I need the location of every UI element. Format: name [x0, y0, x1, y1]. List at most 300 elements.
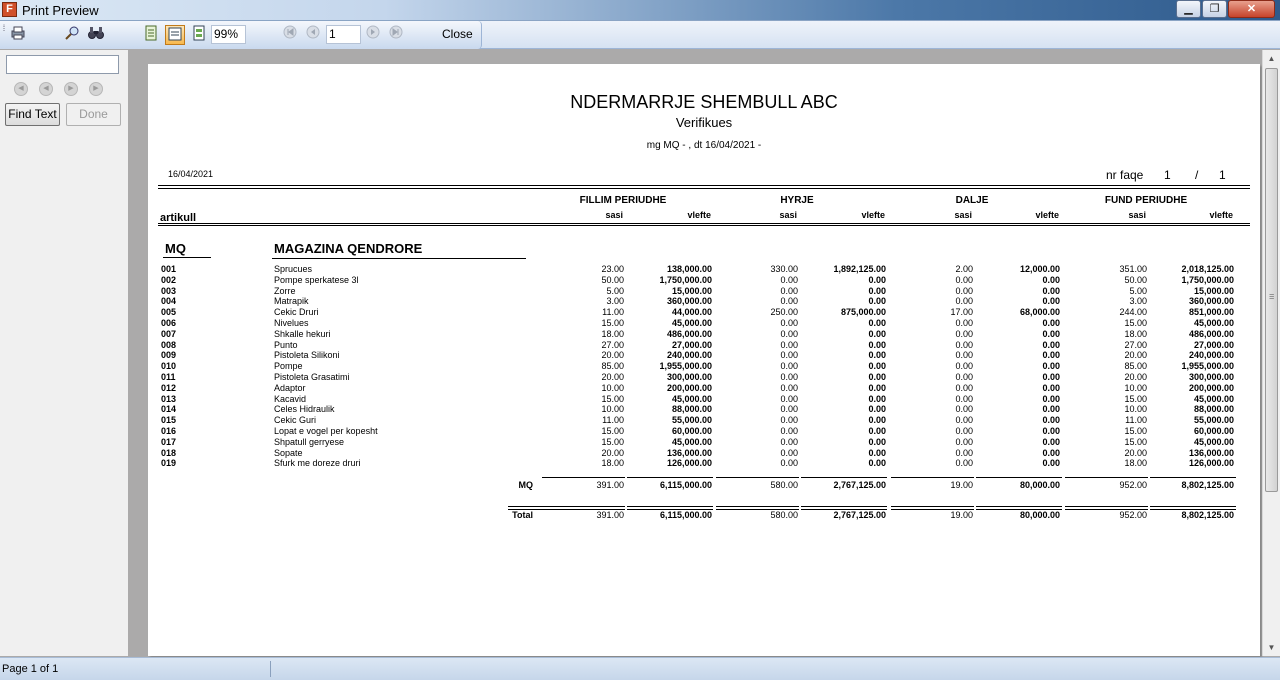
- value-cell: 0.00: [868, 458, 886, 469]
- qty-cell: 85.00: [601, 361, 624, 372]
- qty-cell: 0.00: [955, 436, 973, 447]
- report-period: mg MQ - , dt 16/04/2021 -: [646, 140, 762, 151]
- group-header-closing: FUND PERIUDHE: [1104, 195, 1188, 206]
- maximize-button[interactable]: ❐: [1202, 0, 1227, 18]
- value-header: vlefte: [1209, 210, 1233, 220]
- table-row: [148, 372, 1260, 383]
- item-code: 012: [161, 382, 177, 393]
- qty-cell: 15.00: [601, 317, 624, 328]
- total-qty: 19.00: [950, 510, 973, 520]
- qty-cell: 20.00: [601, 350, 624, 361]
- qty-cell: 0.00: [780, 350, 798, 361]
- qty-cell: 15.00: [1124, 436, 1147, 447]
- value-cell: 0.00: [1042, 458, 1060, 469]
- value-cell: 126,000.00: [666, 458, 712, 469]
- window-close-button[interactable]: ✕: [1228, 0, 1275, 18]
- qty-cell: 0.00: [780, 328, 798, 339]
- table-row: [148, 383, 1260, 394]
- qty-cell: 27.00: [1124, 339, 1147, 350]
- print-icon[interactable]: [8, 25, 28, 45]
- value-cell: 0.00: [868, 317, 886, 328]
- status-text: Page 1 of 1: [2, 663, 59, 675]
- qty-cell: 0.00: [780, 382, 798, 393]
- group-header-inflow: HYRJE: [780, 195, 814, 206]
- qty-cell: 20.00: [1124, 350, 1147, 361]
- value-cell: 0.00: [868, 339, 886, 350]
- status-separator: [270, 661, 271, 677]
- scroll-down-icon[interactable]: ▼: [1267, 643, 1276, 652]
- value-cell: 0.00: [1042, 425, 1060, 436]
- value-cell: 44,000.00: [671, 307, 712, 318]
- qty-cell: 0.00: [955, 285, 973, 296]
- group-header-opening: FILLIM PERIUDHE: [579, 195, 667, 206]
- item-code: 005: [161, 307, 177, 318]
- subtotal-rule: [891, 477, 974, 478]
- page-total: 1: [1219, 168, 1226, 182]
- qty-cell: 18.00: [601, 458, 624, 469]
- value-cell: 200,000.00: [666, 382, 712, 393]
- item-code: 002: [161, 274, 177, 285]
- find-last-icon[interactable]: ▶: [89, 82, 103, 96]
- value-cell: 0.00: [868, 285, 886, 296]
- one-page-icon[interactable]: [141, 25, 161, 45]
- subtotal-rule: [627, 477, 713, 478]
- value-cell: 0.00: [1042, 328, 1060, 339]
- toolbar: [0, 21, 1280, 49]
- qty-cell: 0.00: [780, 393, 798, 404]
- group-header-outflow: DALJE: [955, 195, 989, 206]
- value-cell: 1,750,000.00: [1181, 274, 1234, 285]
- value-cell: 486,000.00: [1188, 328, 1234, 339]
- item-code: 019: [161, 458, 177, 469]
- qty-cell: 18.00: [1124, 328, 1147, 339]
- qty-cell: 0.00: [955, 317, 973, 328]
- page-label: nr faqe: [1106, 168, 1144, 182]
- value-cell: 240,000.00: [666, 350, 712, 361]
- qty-cell: 15.00: [601, 436, 624, 447]
- page-width-icon[interactable]: [165, 25, 185, 45]
- total-qty: 580.00: [770, 510, 798, 520]
- qty-cell: 0.00: [780, 317, 798, 328]
- qty-cell: 11.00: [602, 307, 624, 318]
- qty-cell: 10.00: [601, 404, 624, 415]
- item-name: Pistoleta Silikoni: [274, 350, 340, 361]
- total-value: 80,000.00: [1019, 510, 1060, 520]
- item-name: Lopat e vogel per kopesht: [274, 425, 378, 436]
- item-code: 003: [161, 285, 177, 296]
- window-title: Print Preview: [22, 3, 99, 18]
- subtotal-rule: [976, 477, 1062, 478]
- table-row: [148, 286, 1260, 297]
- table-row: [148, 329, 1260, 340]
- subtotal-qty: 391.00: [596, 480, 624, 490]
- qty-cell: 250.00: [770, 307, 798, 318]
- find-first-icon[interactable]: ◀: [14, 82, 28, 96]
- column-header-rule: [158, 225, 1250, 226]
- value-cell: 15,000.00: [1193, 285, 1234, 296]
- qty-cell: 0.00: [780, 361, 798, 372]
- item-name: Sfurk me doreze druri: [274, 458, 361, 469]
- total-rule: [627, 506, 713, 507]
- first-page-icon[interactable]: [280, 25, 300, 45]
- page-current: 1: [1164, 168, 1171, 182]
- item-name: Nivelues: [274, 317, 309, 328]
- subtotal-rule: [801, 477, 887, 478]
- value-cell: 0.00: [1042, 339, 1060, 350]
- value-cell: 1,955,000.00: [1181, 361, 1234, 372]
- qty-cell: 0.00: [780, 339, 798, 350]
- zoom-input[interactable]: 99%: [211, 25, 246, 44]
- table-row: [148, 307, 1260, 318]
- qty-cell: 0.00: [780, 296, 798, 307]
- qty-cell: 0.00: [955, 371, 973, 382]
- value-cell: 0.00: [868, 447, 886, 458]
- header-rule: [158, 185, 1250, 186]
- find-icon[interactable]: [86, 25, 106, 45]
- qty-cell: 20.00: [1124, 371, 1147, 382]
- item-code: 011: [161, 371, 176, 382]
- subtotal-rule: [716, 477, 799, 478]
- value-cell: 27,000.00: [671, 339, 712, 350]
- qty-cell: 0.00: [780, 415, 798, 426]
- qty-cell: 10.00: [1124, 404, 1147, 415]
- qty-cell: 0.00: [955, 404, 973, 415]
- value-cell: 1,955,000.00: [659, 361, 712, 372]
- value-cell: 68,000.00: [1019, 307, 1060, 318]
- next-page-icon[interactable]: [363, 25, 383, 45]
- subtotal-qty: 580.00: [770, 480, 798, 490]
- qty-cell: 0.00: [955, 296, 973, 307]
- qty-cell: 0.00: [780, 458, 798, 469]
- subtotal-value: 8,802,125.00: [1181, 480, 1234, 490]
- total-rule: [508, 506, 625, 507]
- item-code: 013: [161, 393, 177, 404]
- total-value: 2,767,125.00: [833, 510, 886, 520]
- table-row: [148, 275, 1260, 286]
- qty-cell: 0.00: [955, 425, 973, 436]
- title-bar: [0, 0, 1280, 21]
- find-panel: [0, 50, 128, 656]
- qty-cell: 27.00: [601, 339, 624, 350]
- table-row: [148, 394, 1260, 405]
- total-rule: [976, 506, 1062, 507]
- item-name: Pompe sperkatese 3l: [274, 274, 359, 285]
- item-code: 016: [161, 425, 177, 436]
- qty-cell: 17.00: [950, 307, 973, 318]
- qty-cell: 3.00: [606, 296, 624, 307]
- close-preview-button[interactable]: Close: [442, 27, 473, 41]
- warehouse-name: MAGAZINA QENDRORE: [274, 241, 423, 256]
- qty-cell: 0.00: [955, 382, 973, 393]
- total-rule: [1065, 506, 1148, 507]
- minimize-button[interactable]: ▁: [1176, 0, 1201, 18]
- qty-cell: 15.00: [1124, 317, 1147, 328]
- qty-cell: 0.00: [955, 328, 973, 339]
- subtotal-value: 80,000.00: [1019, 480, 1060, 490]
- done-button[interactable]: Done: [66, 103, 121, 126]
- qty-cell: 10.00: [1124, 382, 1147, 393]
- item-code: 008: [161, 339, 177, 350]
- value-cell: 136,000.00: [666, 447, 712, 458]
- page-number-input[interactable]: 1: [326, 25, 361, 44]
- qty-header: sasi: [1128, 210, 1146, 220]
- table-row: [148, 361, 1260, 372]
- total-qty: 952.00: [1119, 510, 1147, 520]
- print-date: 16/04/2021: [168, 169, 214, 179]
- value-cell: 45,000.00: [1193, 436, 1234, 447]
- qty-cell: 0.00: [955, 393, 973, 404]
- value-cell: 55,000.00: [671, 415, 712, 426]
- multi-page-icon[interactable]: [189, 25, 209, 45]
- qty-cell: 18.00: [601, 328, 624, 339]
- item-name: Sprucues: [274, 264, 313, 274]
- qty-cell: 0.00: [955, 339, 973, 350]
- value-cell: 0.00: [868, 361, 886, 372]
- qty-cell: 20.00: [601, 447, 624, 458]
- value-cell: 0.00: [868, 436, 886, 447]
- value-cell: 55,000.00: [1193, 415, 1234, 426]
- warehouse-code-underline: [163, 257, 211, 258]
- qty-cell: 2.00: [955, 264, 973, 274]
- company-title: NDERMARRJE SHEMBULL ABC: [570, 92, 838, 112]
- item-code: 017: [161, 436, 177, 447]
- item-code: 015: [161, 415, 177, 426]
- value-cell: 0.00: [868, 328, 886, 339]
- value-cell: 12,000.00: [1019, 264, 1060, 274]
- qty-cell: 85.00: [1124, 361, 1147, 372]
- find-input[interactable]: [6, 55, 119, 74]
- value-header: vlefte: [687, 210, 711, 220]
- subtotal-qty: 19.00: [950, 480, 973, 490]
- total-value: 8,802,125.00: [1181, 510, 1234, 520]
- warehouse-code: MQ: [165, 241, 186, 256]
- qty-cell: 0.00: [955, 447, 973, 458]
- value-header: vlefte: [861, 210, 885, 220]
- vertical-scrollbar[interactable]: [1262, 50, 1280, 656]
- find-next-icon[interactable]: ▶: [64, 82, 78, 96]
- value-cell: 88,000.00: [671, 404, 712, 415]
- qty-cell: 0.00: [955, 274, 973, 285]
- qty-cell: 0.00: [780, 274, 798, 285]
- value-cell: 0.00: [1042, 447, 1060, 458]
- find-prev-icon[interactable]: ◀: [39, 82, 53, 96]
- value-cell: 88,000.00: [1193, 404, 1234, 415]
- value-cell: 0.00: [1042, 317, 1060, 328]
- value-cell: 0.00: [1042, 415, 1060, 426]
- value-cell: 136,000.00: [1188, 447, 1234, 458]
- qty-cell: 0.00: [955, 350, 973, 361]
- value-cell: 60,000.00: [671, 425, 712, 436]
- qty-cell: 0.00: [780, 436, 798, 447]
- value-cell: 45,000.00: [1193, 393, 1234, 404]
- total-rule: [801, 506, 887, 507]
- subtotal-rule: [1150, 477, 1236, 478]
- value-header: vlefte: [1035, 210, 1059, 220]
- value-cell: 0.00: [868, 296, 886, 307]
- find-text-button[interactable]: Find Text: [5, 103, 60, 126]
- item-name: Adaptor: [274, 382, 306, 393]
- qty-cell: 0.00: [780, 425, 798, 436]
- qty-header: sasi: [605, 210, 623, 220]
- warehouse-name-underline: [272, 258, 526, 259]
- table-row: [148, 448, 1260, 459]
- qty-cell: 0.00: [780, 404, 798, 415]
- qty-cell: 351.00: [1119, 264, 1147, 274]
- toolbar-grip-icon[interactable]: ⁞: [2, 23, 6, 33]
- table-row: [148, 415, 1260, 426]
- table-row: [148, 296, 1260, 307]
- report-rows: [148, 264, 1260, 469]
- value-cell: 0.00: [1042, 371, 1060, 382]
- item-code: 004: [161, 296, 177, 307]
- value-cell: 0.00: [868, 415, 886, 426]
- table-row: [148, 437, 1260, 448]
- table-row: [148, 426, 1260, 437]
- qty-cell: 0.00: [955, 458, 973, 469]
- item-code: 018: [161, 447, 177, 458]
- item-name: Sopate: [274, 447, 303, 458]
- value-cell: 0.00: [868, 274, 886, 285]
- app-icon: F: [2, 2, 17, 17]
- value-cell: 0.00: [1042, 436, 1060, 447]
- value-cell: 45,000.00: [671, 393, 712, 404]
- qty-cell: 0.00: [780, 285, 798, 296]
- table-row: [148, 264, 1260, 275]
- item-name: Celes Hidraulik: [274, 404, 335, 415]
- value-cell: 1,892,125.00: [833, 264, 886, 274]
- value-cell: 0.00: [868, 371, 886, 382]
- value-cell: 45,000.00: [1193, 317, 1234, 328]
- value-cell: 0.00: [1042, 404, 1060, 415]
- item-name: Shkalle hekuri: [274, 328, 331, 339]
- qty-cell: 23.00: [601, 264, 624, 274]
- value-cell: 875,000.00: [840, 307, 886, 318]
- qty-cell: 0.00: [955, 361, 973, 372]
- scroll-up-icon[interactable]: ▲: [1267, 54, 1276, 63]
- total-rule: [1150, 506, 1236, 507]
- report-page: [148, 64, 1260, 656]
- item-code: 007: [161, 328, 177, 339]
- value-cell: 300,000.00: [666, 371, 712, 382]
- value-cell: 0.00: [868, 393, 886, 404]
- subtotal-qty: 952.00: [1119, 480, 1147, 490]
- value-cell: 45,000.00: [671, 436, 712, 447]
- qty-header: sasi: [954, 210, 972, 220]
- item-code: 014: [161, 404, 177, 415]
- status-bar: [0, 657, 1280, 680]
- item-column-header: artikull: [160, 212, 197, 224]
- value-cell: 300,000.00: [1188, 371, 1234, 382]
- qty-cell: 15.00: [1124, 425, 1147, 436]
- item-name: Zorre: [274, 285, 296, 296]
- item-name: Cekic Druri: [274, 307, 319, 318]
- qty-cell: 20.00: [601, 371, 624, 382]
- value-cell: 0.00: [1042, 393, 1060, 404]
- qty-cell: 11.00: [1125, 415, 1147, 426]
- scroll-grip-icon: ☰: [1269, 295, 1275, 301]
- total-label: Total: [512, 510, 533, 520]
- subtotal-label: MQ: [518, 480, 533, 490]
- item-code: 009: [161, 350, 177, 361]
- value-cell: 360,000.00: [666, 296, 712, 307]
- value-cell: 2,018,125.00: [1181, 264, 1234, 274]
- item-name: Kacavid: [274, 393, 307, 404]
- column-header-rule: [158, 223, 1250, 224]
- qty-cell: 5.00: [606, 285, 624, 296]
- item-code: 006: [161, 317, 177, 328]
- value-cell: 1,750,000.00: [659, 274, 712, 285]
- subtotal-rule: [542, 477, 625, 478]
- item-code: 010: [161, 361, 177, 372]
- table-row: [148, 340, 1260, 351]
- total-qty: 391.00: [596, 510, 624, 520]
- qty-cell: 10.00: [601, 382, 624, 393]
- table-row: [148, 404, 1260, 415]
- page-separator: /: [1195, 168, 1199, 182]
- value-cell: 60,000.00: [1193, 425, 1234, 436]
- value-cell: 240,000.00: [1188, 350, 1234, 361]
- qty-cell: 15.00: [601, 393, 624, 404]
- qty-cell: 0.00: [780, 447, 798, 458]
- table-row: [148, 458, 1260, 469]
- qty-cell: 5.00: [1129, 285, 1147, 296]
- total-value: 6,115,000.00: [659, 510, 712, 520]
- item-code: 001: [161, 264, 177, 274]
- subtotal-row: [148, 479, 1260, 491]
- value-cell: 0.00: [868, 382, 886, 393]
- value-cell: 0.00: [1042, 382, 1060, 393]
- value-cell: 0.00: [1042, 296, 1060, 307]
- value-cell: 851,000.00: [1188, 307, 1234, 318]
- prev-page-icon[interactable]: [303, 25, 323, 45]
- total-rule: [891, 506, 974, 507]
- qty-header: sasi: [779, 210, 797, 220]
- value-cell: 0.00: [1042, 361, 1060, 372]
- report-subtitle: Verifikues: [675, 115, 733, 130]
- qty-cell: 0.00: [955, 415, 973, 426]
- item-name: Pompe: [274, 361, 303, 372]
- header-rule: [158, 188, 1250, 189]
- qty-cell: 50.00: [1124, 274, 1147, 285]
- value-cell: 486,000.00: [666, 328, 712, 339]
- value-cell: 0.00: [1042, 274, 1060, 285]
- value-cell: 45,000.00: [671, 317, 712, 328]
- value-cell: 0.00: [1042, 350, 1060, 361]
- item-name: Punto: [274, 339, 298, 350]
- value-cell: 138,000.00: [666, 264, 712, 274]
- value-cell: 15,000.00: [671, 285, 712, 296]
- zoom-icon[interactable]: [62, 25, 82, 45]
- subtotal-rule: [1065, 477, 1148, 478]
- table-row: [148, 318, 1260, 329]
- qty-cell: 50.00: [601, 274, 624, 285]
- value-cell: 0.00: [868, 350, 886, 361]
- qty-cell: 15.00: [601, 425, 624, 436]
- value-cell: 200,000.00: [1188, 382, 1234, 393]
- total-rule: [716, 506, 799, 507]
- last-page-icon[interactable]: [386, 25, 406, 45]
- value-cell: 360,000.00: [1188, 296, 1234, 307]
- item-name: Cekic Guri: [274, 415, 317, 426]
- item-name: Matrapik: [274, 296, 309, 307]
- qty-cell: 3.00: [1129, 296, 1147, 307]
- value-cell: 0.00: [868, 425, 886, 436]
- scroll-thumb[interactable]: [1265, 68, 1278, 492]
- subtotal-value: 6,115,000.00: [659, 480, 712, 490]
- qty-cell: 15.00: [1124, 393, 1147, 404]
- value-cell: 0.00: [868, 404, 886, 415]
- table-row: [148, 350, 1260, 361]
